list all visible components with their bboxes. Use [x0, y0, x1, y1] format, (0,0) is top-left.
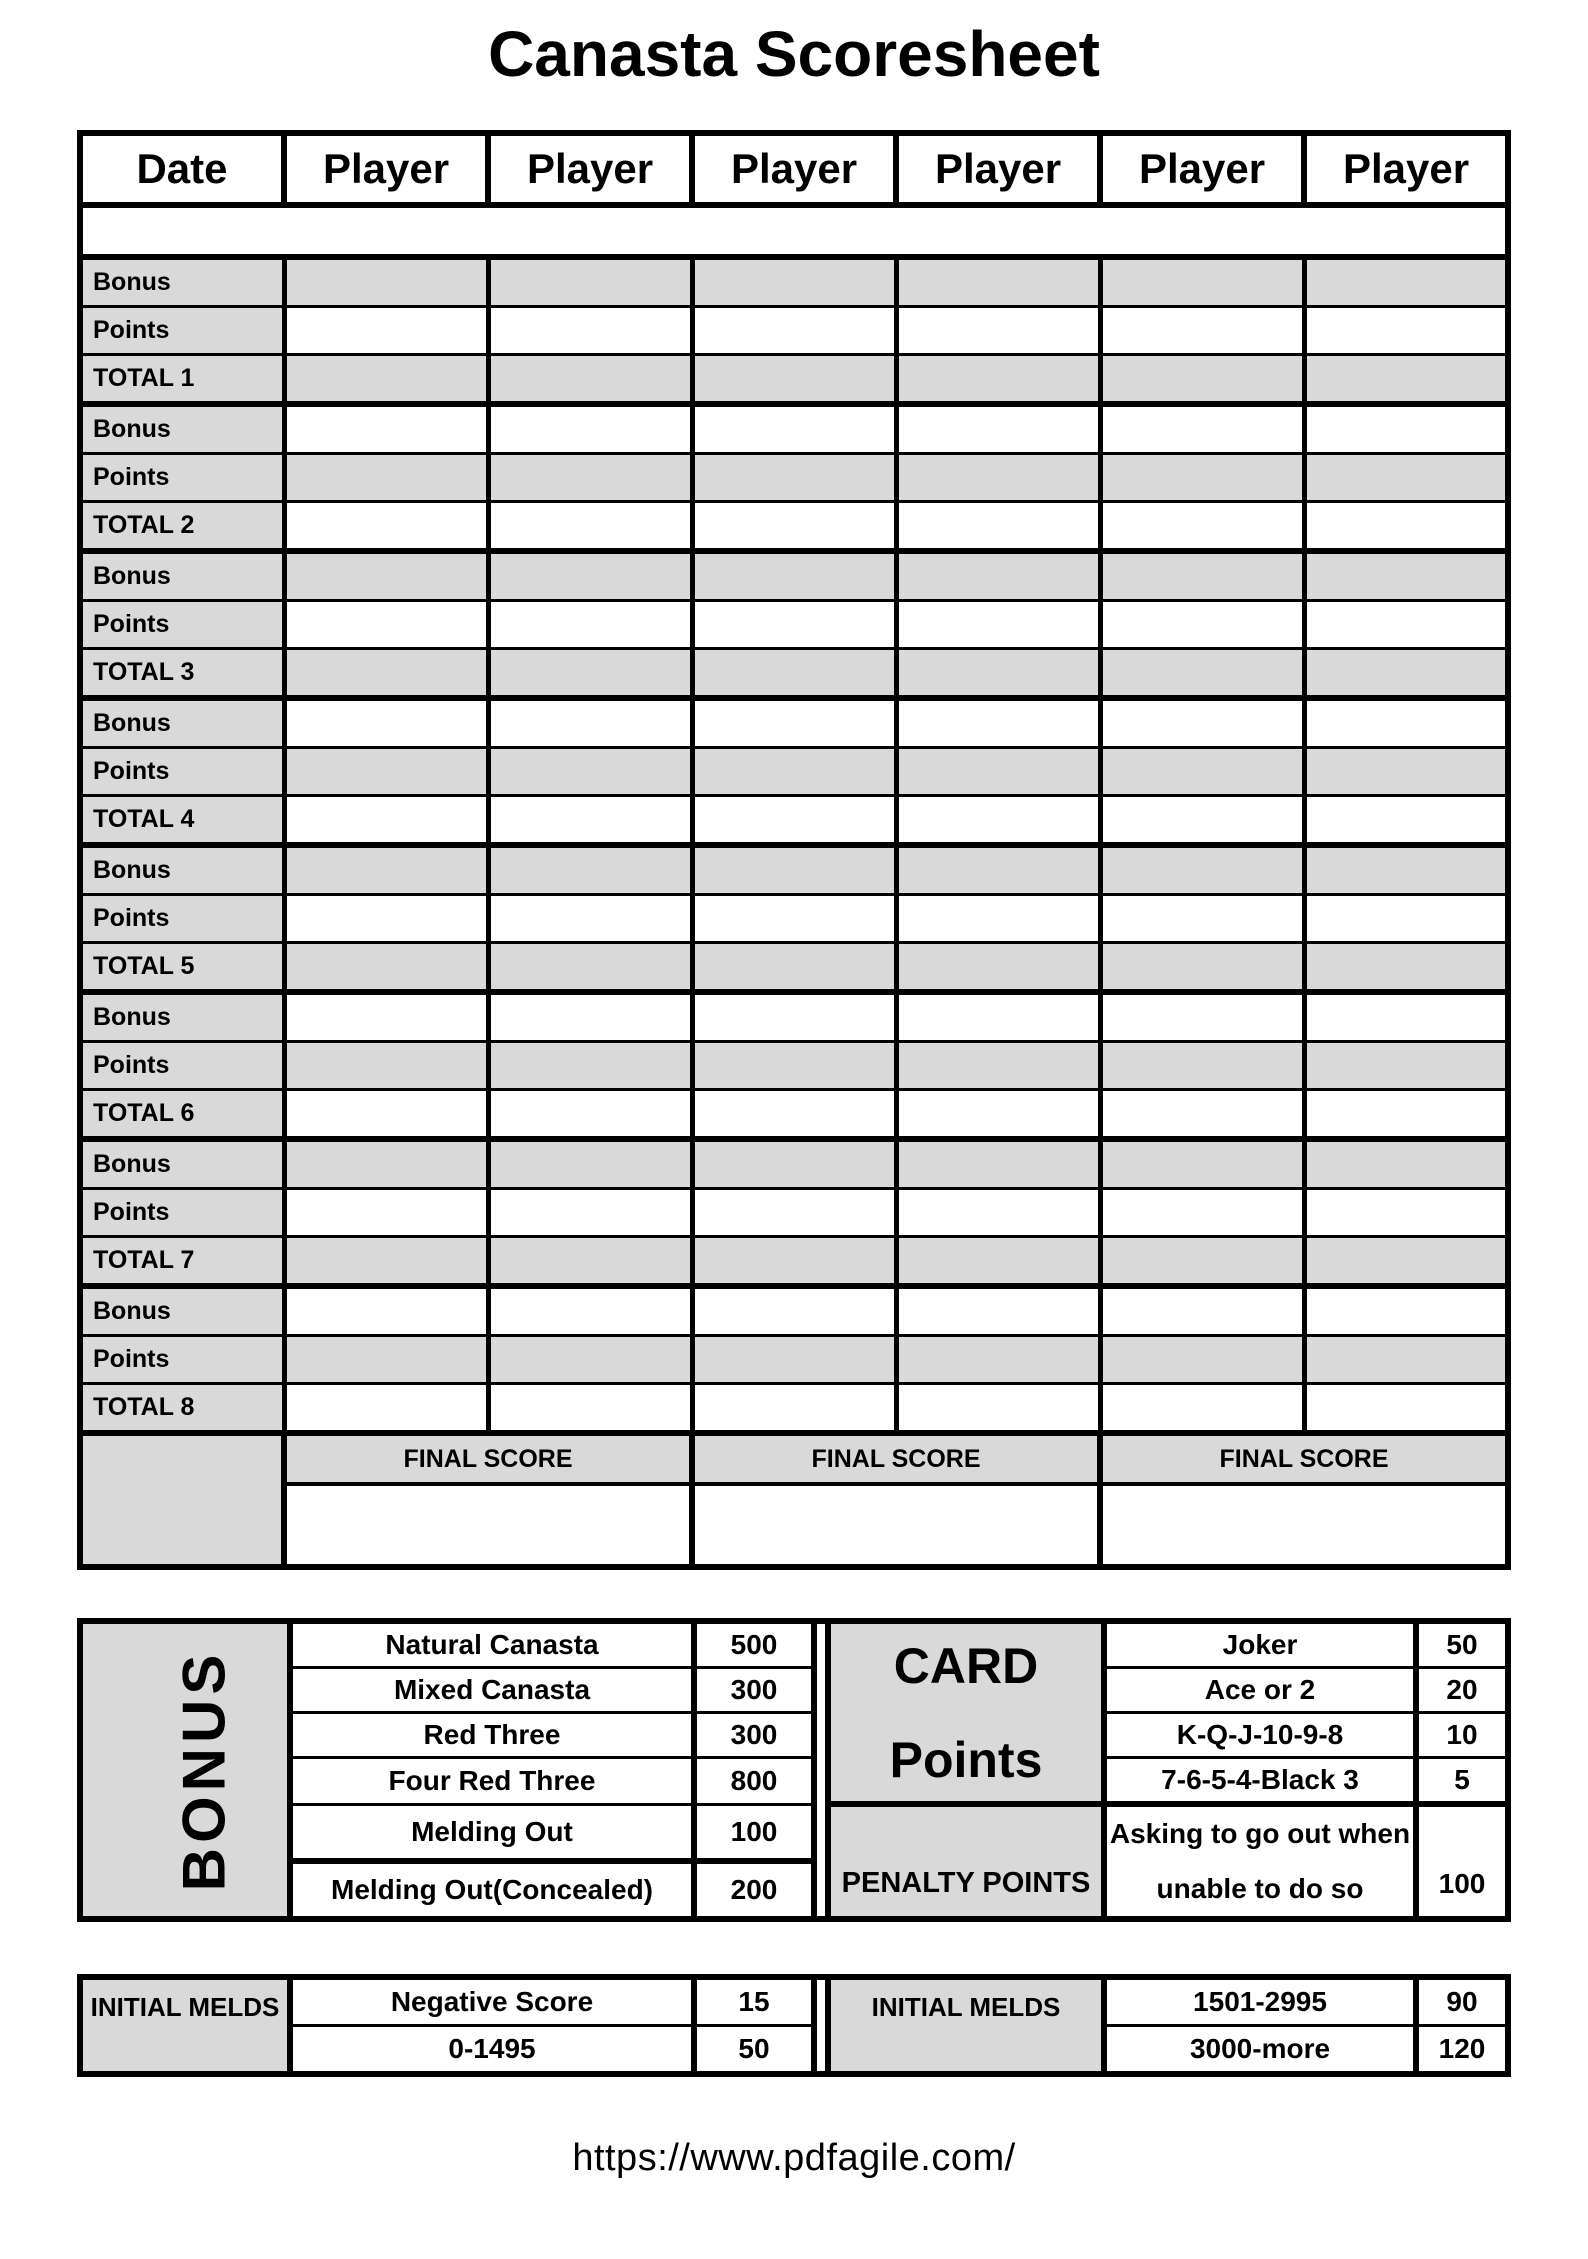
score-cell[interactable]	[284, 1042, 488, 1090]
score-cell[interactable]	[896, 1090, 1100, 1140]
score-cell[interactable]	[1304, 1139, 1508, 1189]
bonus-section-label-cell	[80, 1621, 290, 1919]
score-cell[interactable]	[692, 943, 896, 993]
table-row	[80, 1189, 1508, 1237]
score-cell[interactable]	[692, 1189, 896, 1237]
score-cell[interactable]	[896, 649, 1100, 699]
score-cell[interactable]	[1100, 502, 1304, 552]
score-cell[interactable]	[1100, 1139, 1304, 1189]
bonus-item-name: Melding Out	[290, 1804, 694, 1861]
score-cell[interactable]	[692, 601, 896, 649]
score-cell[interactable]	[692, 307, 896, 355]
bonus-item-value: 200	[694, 1861, 814, 1920]
score-cell[interactable]	[896, 355, 1100, 405]
score-cell[interactable]	[284, 845, 488, 895]
score-cell[interactable]	[1304, 992, 1508, 1042]
score-cell[interactable]	[692, 698, 896, 748]
initial-melds-label-right: INITIAL MELDS	[828, 1977, 1104, 2074]
score-cell[interactable]	[1100, 1237, 1304, 1287]
score-cell[interactable]	[692, 1286, 896, 1336]
score-cell[interactable]	[284, 943, 488, 993]
date-and-player-names-cell[interactable]	[80, 205, 1508, 257]
row-label: TOTAL 7	[80, 1237, 284, 1287]
score-cell[interactable]	[1304, 257, 1508, 307]
score-cell[interactable]	[896, 601, 1100, 649]
score-cell[interactable]	[284, 1189, 488, 1237]
score-cell[interactable]	[896, 502, 1100, 552]
melds-item-value: 15	[694, 1977, 814, 2026]
entry-row	[80, 205, 1508, 257]
score-cell[interactable]	[1100, 698, 1304, 748]
score-cell[interactable]	[1304, 845, 1508, 895]
bonus-row	[80, 1713, 1508, 1758]
score-cell[interactable]	[284, 1090, 488, 1140]
table-row	[80, 943, 1508, 993]
table-row	[80, 1042, 1508, 1090]
bonus-item-value: 300	[694, 1713, 814, 1758]
row-label: TOTAL 8	[80, 1384, 284, 1434]
table-row	[80, 454, 1508, 502]
score-cell[interactable]	[488, 1189, 692, 1237]
col-header-player-3: Player	[692, 133, 896, 205]
melds-item-value: 50	[694, 2026, 814, 2075]
table-row	[80, 698, 1508, 748]
score-cell[interactable]	[1100, 404, 1304, 454]
row-label: Points	[80, 1189, 284, 1237]
row-label: TOTAL 4	[80, 796, 284, 846]
score-cell[interactable]	[1100, 1189, 1304, 1237]
table-row	[80, 355, 1508, 405]
score-cell[interactable]	[284, 1237, 488, 1287]
score-cell[interactable]	[1304, 698, 1508, 748]
score-cell[interactable]	[488, 649, 692, 699]
melds-item-name: 3000-more	[1104, 2026, 1416, 2075]
score-cell[interactable]	[896, 1237, 1100, 1287]
bonus-item-value: 800	[694, 1758, 814, 1805]
bonus-item-value: 500	[694, 1621, 814, 1668]
score-cell[interactable]	[896, 551, 1100, 601]
score-cell[interactable]	[896, 748, 1100, 796]
score-cell[interactable]	[1100, 943, 1304, 993]
score-cell[interactable]	[1100, 601, 1304, 649]
score-cell[interactable]	[488, 1286, 692, 1336]
row-label: Bonus	[80, 404, 284, 454]
card-points-label-line1: CARD	[893, 1637, 1039, 1694]
score-cell[interactable]	[1100, 1286, 1304, 1336]
score-cell[interactable]	[284, 748, 488, 796]
row-label: Points	[80, 1042, 284, 1090]
score-cell[interactable]	[692, 454, 896, 502]
score-cell[interactable]	[896, 307, 1100, 355]
score-cell[interactable]	[692, 895, 896, 943]
table-row	[80, 992, 1508, 1042]
row-label: Bonus	[80, 257, 284, 307]
score-cell[interactable]	[896, 1139, 1100, 1189]
score-cell[interactable]	[284, 1286, 488, 1336]
score-cell[interactable]	[692, 1237, 896, 1287]
row-label: Bonus	[80, 992, 284, 1042]
score-cell[interactable]	[1100, 895, 1304, 943]
melds-item-value: 90	[1416, 1977, 1508, 2026]
score-cell[interactable]	[896, 943, 1100, 993]
bonus-row	[80, 1668, 1508, 1713]
card-item-name: Ace or 2	[1104, 1668, 1416, 1713]
score-cell[interactable]	[488, 1237, 692, 1287]
table-row	[80, 1286, 1508, 1336]
page-title: Canasta Scoresheet	[488, 18, 1100, 90]
table-row	[80, 502, 1508, 552]
score-cell[interactable]	[692, 1042, 896, 1090]
score-cell[interactable]	[896, 1336, 1100, 1384]
score-cell[interactable]	[488, 796, 692, 846]
col-header-player-1: Player	[284, 133, 488, 205]
score-cell[interactable]	[896, 1189, 1100, 1237]
score-cell[interactable]	[488, 551, 692, 601]
score-cell[interactable]	[896, 1042, 1100, 1090]
score-cell[interactable]	[692, 502, 896, 552]
melds-item-name: 0-1495	[290, 2026, 694, 2075]
table-row	[80, 1237, 1508, 1287]
score-cell[interactable]	[488, 257, 692, 307]
col-header-player-4: Player	[896, 133, 1100, 205]
bonus-item-name: Natural Canasta	[290, 1621, 694, 1668]
score-cell[interactable]	[896, 895, 1100, 943]
score-cell[interactable]	[692, 257, 896, 307]
table-spacer	[814, 1977, 828, 2074]
col-header-player-6: Player	[1304, 133, 1508, 205]
final-score-label: FINAL SCORE	[284, 1433, 692, 1484]
score-cell[interactable]	[1304, 943, 1508, 993]
score-cell[interactable]	[692, 796, 896, 846]
score-cell[interactable]	[488, 307, 692, 355]
score-cell[interactable]	[284, 404, 488, 454]
card-item-value: 10	[1416, 1713, 1508, 1758]
row-label: TOTAL 5	[80, 943, 284, 993]
row-label: Bonus	[80, 845, 284, 895]
table-row	[80, 601, 1508, 649]
score-cell[interactable]	[488, 1139, 692, 1189]
score-cell[interactable]	[284, 1384, 488, 1434]
score-cell[interactable]	[692, 649, 896, 699]
score-cell[interactable]	[488, 502, 692, 552]
row-label: Points	[80, 307, 284, 355]
score-cell[interactable]	[488, 404, 692, 454]
score-cell[interactable]	[1304, 748, 1508, 796]
penalty-item-name-line2: unable to do so	[1156, 1872, 1364, 1904]
bonus-item-name: Red Three	[290, 1713, 694, 1758]
score-cell[interactable]	[1304, 1384, 1508, 1434]
final-score-label: FINAL SCORE	[692, 1433, 1100, 1484]
row-label: TOTAL 1	[80, 355, 284, 405]
score-cell[interactable]	[488, 992, 692, 1042]
score-cell[interactable]	[896, 404, 1100, 454]
col-header-player-5: Player	[1100, 133, 1304, 205]
score-cell[interactable]	[488, 748, 692, 796]
score-cell[interactable]	[1100, 992, 1304, 1042]
row-label: Points	[80, 601, 284, 649]
score-cell[interactable]	[284, 307, 488, 355]
score-cell[interactable]	[488, 698, 692, 748]
row-label: Points	[80, 454, 284, 502]
table-row	[80, 1384, 1508, 1434]
table-row	[80, 551, 1508, 601]
penalty-item-value: 100	[1416, 1804, 1508, 1919]
score-cell[interactable]	[896, 698, 1100, 748]
score-cell[interactable]	[284, 796, 488, 846]
card-item-name: K-Q-J-10-9-8	[1104, 1713, 1416, 1758]
score-cell[interactable]	[488, 1042, 692, 1090]
score-cell[interactable]	[692, 551, 896, 601]
score-cell[interactable]	[1304, 355, 1508, 405]
score-cell[interactable]	[488, 895, 692, 943]
score-cell[interactable]	[284, 601, 488, 649]
score-cell[interactable]	[1100, 551, 1304, 601]
score-cell[interactable]	[284, 1336, 488, 1384]
row-label: Points	[80, 1336, 284, 1384]
score-cell[interactable]	[488, 943, 692, 993]
score-cell[interactable]	[284, 502, 488, 552]
score-cell[interactable]	[284, 895, 488, 943]
score-cell[interactable]	[896, 1286, 1100, 1336]
score-cell[interactable]	[692, 1336, 896, 1384]
header-row	[80, 133, 1508, 205]
score-cell[interactable]	[1100, 454, 1304, 502]
penalty-item-name	[1104, 1804, 1416, 1919]
initial-melds-table	[77, 1974, 1511, 2077]
table-row	[80, 748, 1508, 796]
final-score-cell[interactable]	[284, 1484, 692, 1567]
score-cell[interactable]	[1100, 1090, 1304, 1140]
final-score-corner-cell	[80, 1433, 284, 1567]
card-item-value: 50	[1416, 1621, 1508, 1668]
melds-item-value: 120	[1416, 2026, 1508, 2075]
score-cell[interactable]	[488, 845, 692, 895]
penalty-points-label: PENALTY POINTS	[828, 1804, 1104, 1919]
score-cell[interactable]	[1304, 1090, 1508, 1140]
score-cell[interactable]	[1100, 748, 1304, 796]
table-row	[80, 895, 1508, 943]
row-label: Bonus	[80, 1286, 284, 1336]
table-row	[80, 257, 1508, 307]
score-cell[interactable]	[488, 1384, 692, 1434]
bonus-row	[80, 1804, 1508, 1861]
table-row	[80, 845, 1508, 895]
card-points-label-cell	[828, 1621, 1104, 1804]
score-table	[77, 130, 1511, 1570]
melds-row	[80, 1977, 1508, 2026]
row-label: TOTAL 6	[80, 1090, 284, 1140]
card-item-name: 7-6-5-4-Black 3	[1104, 1758, 1416, 1805]
final-score-cell[interactable]	[1100, 1484, 1508, 1567]
table-spacer	[814, 1621, 828, 1919]
score-cell[interactable]	[1304, 551, 1508, 601]
score-cell[interactable]	[488, 1336, 692, 1384]
score-cell[interactable]	[1100, 1042, 1304, 1090]
melds-row	[80, 2026, 1508, 2075]
col-header-date: Date	[80, 133, 284, 205]
bonus-item-name: Mixed Canasta	[290, 1668, 694, 1713]
score-cell[interactable]	[692, 404, 896, 454]
score-cell[interactable]	[692, 748, 896, 796]
melds-item-name: 1501-2995	[1104, 1977, 1416, 2026]
row-label: Points	[80, 895, 284, 943]
score-cell[interactable]	[488, 355, 692, 405]
col-header-player-2: Player	[488, 133, 692, 205]
bonus-item-value: 100	[694, 1804, 814, 1861]
bonus-item-name: Four Red Three	[290, 1758, 694, 1805]
score-cell[interactable]	[284, 257, 488, 307]
score-cell[interactable]	[284, 649, 488, 699]
table-row	[80, 1139, 1508, 1189]
final-score-header-row	[80, 1433, 1508, 1484]
score-cell[interactable]	[1304, 404, 1508, 454]
row-label: Bonus	[80, 1139, 284, 1189]
score-cell[interactable]	[692, 1139, 896, 1189]
final-score-entry-row	[80, 1484, 1508, 1567]
score-cell[interactable]	[1100, 1384, 1304, 1434]
table-row	[80, 796, 1508, 846]
score-cell[interactable]	[1100, 257, 1304, 307]
row-label: TOTAL 2	[80, 502, 284, 552]
penalty-item-name-line1: Asking to go out when	[1109, 1818, 1411, 1849]
final-score-cell[interactable]	[692, 1484, 1100, 1567]
score-cell[interactable]	[1304, 1336, 1508, 1384]
bonus-item-name: Melding Out(Concealed)	[290, 1861, 694, 1920]
final-score-label: FINAL SCORE	[1100, 1433, 1508, 1484]
melds-item-name: Negative Score	[290, 1977, 694, 2026]
score-cell[interactable]	[284, 454, 488, 502]
score-cell[interactable]	[488, 454, 692, 502]
score-cell[interactable]	[1304, 601, 1508, 649]
row-label: Bonus	[80, 551, 284, 601]
bonus-row	[80, 1758, 1508, 1805]
score-cell[interactable]	[692, 1090, 896, 1140]
card-points-label-line2: Points	[889, 1731, 1043, 1788]
score-cell[interactable]	[896, 845, 1100, 895]
bonus-card-points-table	[77, 1618, 1511, 1922]
row-label: TOTAL 3	[80, 649, 284, 699]
score-cell[interactable]	[1304, 454, 1508, 502]
table-row	[80, 404, 1508, 454]
score-cell[interactable]	[692, 1384, 896, 1434]
card-item-value: 5	[1416, 1758, 1508, 1805]
table-row	[80, 307, 1508, 355]
score-cell[interactable]	[1100, 355, 1304, 405]
score-cell[interactable]	[284, 355, 488, 405]
score-cell[interactable]	[284, 1139, 488, 1189]
bonus-item-value: 300	[694, 1668, 814, 1713]
score-cell[interactable]	[284, 992, 488, 1042]
row-label: Bonus	[80, 698, 284, 748]
score-cell[interactable]	[896, 796, 1100, 846]
initial-melds-label-left: INITIAL MELDS	[80, 1977, 290, 2074]
score-cell[interactable]	[692, 845, 896, 895]
score-cell[interactable]	[1100, 649, 1304, 699]
score-cell[interactable]	[1100, 1336, 1304, 1384]
score-cell[interactable]	[896, 1384, 1100, 1434]
score-cell[interactable]	[692, 355, 896, 405]
score-cell[interactable]	[1304, 895, 1508, 943]
score-cell[interactable]	[1304, 1237, 1508, 1287]
score-cell[interactable]	[1304, 1189, 1508, 1237]
score-cell[interactable]	[1100, 796, 1304, 846]
score-cell[interactable]	[488, 1090, 692, 1140]
score-cell[interactable]	[1100, 307, 1304, 355]
score-cell[interactable]	[1304, 796, 1508, 846]
score-cell[interactable]	[896, 454, 1100, 502]
score-cell[interactable]	[1304, 502, 1508, 552]
score-cell[interactable]	[1304, 307, 1508, 355]
table-row	[80, 649, 1508, 699]
table-row	[80, 1090, 1508, 1140]
score-cell[interactable]	[284, 551, 488, 601]
row-label: Points	[80, 748, 284, 796]
bonus-row	[80, 1621, 1508, 1668]
score-cell[interactable]	[896, 992, 1100, 1042]
table-row	[80, 1336, 1508, 1384]
card-item-name: Joker	[1104, 1621, 1416, 1668]
score-cell[interactable]	[692, 992, 896, 1042]
score-cell[interactable]	[1304, 1042, 1508, 1090]
score-cell[interactable]	[1304, 649, 1508, 699]
bonus-section-label: BONUS	[170, 1649, 238, 1891]
score-cell[interactable]	[284, 698, 488, 748]
score-cell[interactable]	[488, 601, 692, 649]
score-cell[interactable]	[1100, 845, 1304, 895]
score-cell[interactable]	[896, 257, 1100, 307]
card-item-value: 20	[1416, 1668, 1508, 1713]
footer-url[interactable]: https://www.pdfagile.com/	[572, 2137, 1016, 2180]
score-cell[interactable]	[1304, 1286, 1508, 1336]
